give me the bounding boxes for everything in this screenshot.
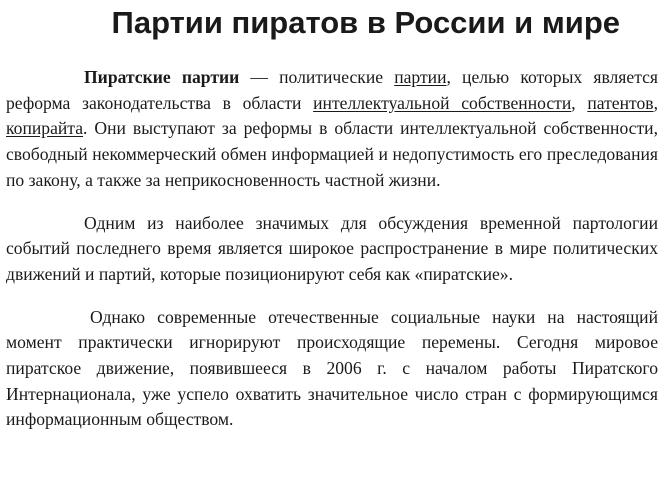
text-segment: , целью которых является реформа законодательства в области: [6, 67, 659, 113]
term-pirate-parties: Пиратские партии: [84, 67, 240, 87]
link-parties[interactable]: партии: [394, 67, 447, 87]
paragraph-social-sciences: Однако современные отечественные социальные науки на настоящий момент практически игнорируют происходящие перемены. Сегодня мировое пиратское движение, появившееся в 2006 г. с началом работы Пиратского Интернационала, уже успело охватить значительное число стран с формирующимся информационным обществом.: [6, 306, 658, 430]
link-intellectual-property[interactable]: интеллектуальной собственности: [313, 92, 572, 113]
paragraph-definition: [6, 65, 658, 194]
paragraph-significance: Одним из наиболее значимых для обсуждения временной партологии событий последнего время является широкое распространение в мире политических движений и партий, которые позиционируют себя как «пиратские».: [6, 212, 658, 284]
page-title: Партии пиратов в России и мире: [111, 5, 620, 40]
link-patents[interactable]: патентов: [587, 92, 654, 113]
text-segment: ,: [653, 92, 658, 113]
link-copyright[interactable]: копирайта: [6, 118, 84, 139]
text-segment: . Они выступают за реформы в области интеллектуальной собственности, свободный некоммерческий обмен информацией и недопустимость его преследования по закону, а также за неприкосновенность частной жизни.: [6, 118, 658, 190]
text-segment: — политические: [239, 67, 395, 87]
text-segment: ,: [571, 92, 588, 113]
